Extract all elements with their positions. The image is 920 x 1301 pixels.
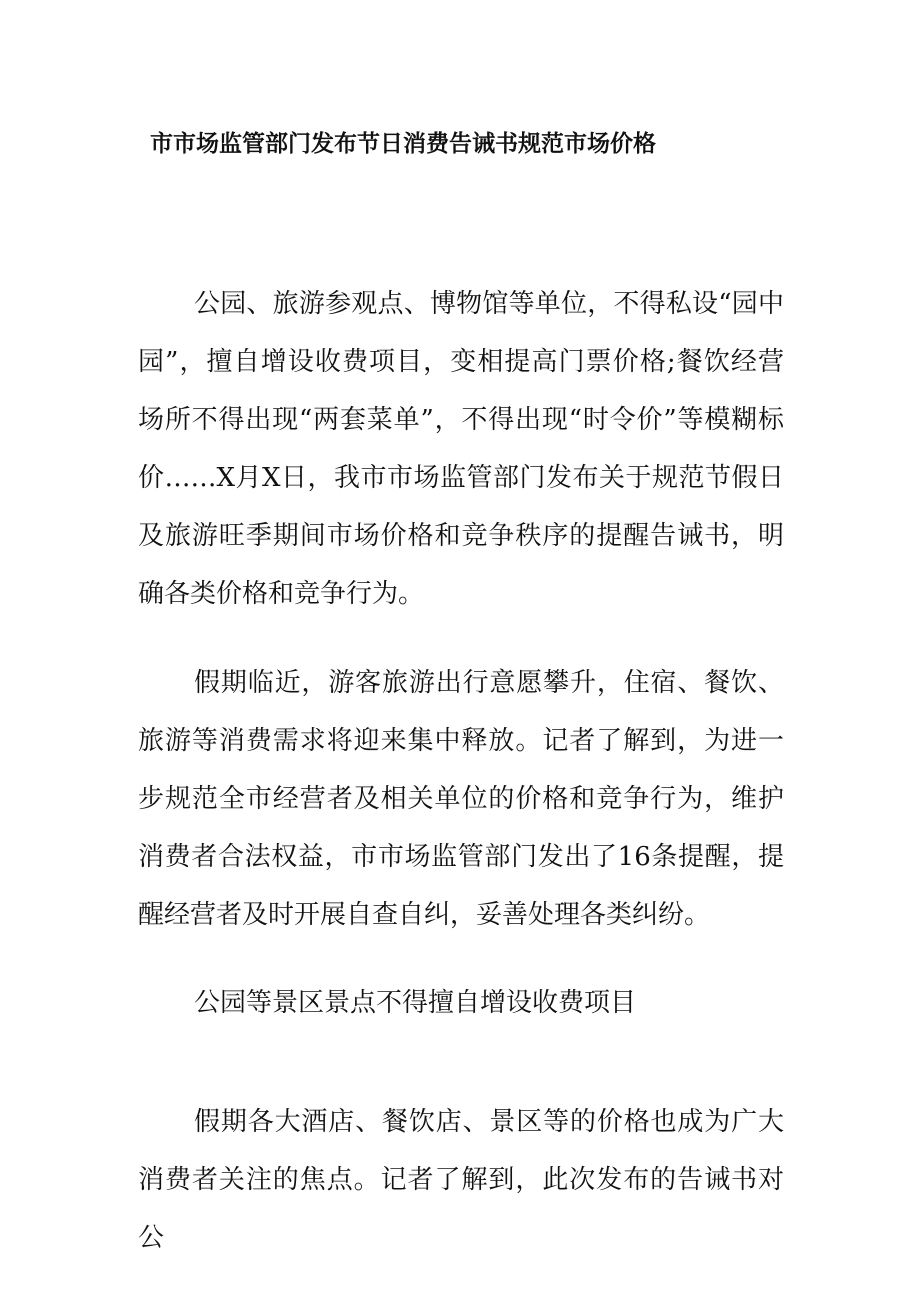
paragraph-intro: 公园、旅游参观点、博物馆等单位，不得私设“园中园”，擅自增设收费项目，变相提高门票价格;餐饮经营场所不得出现“两套菜单”，不得出现“时令价”等模糊标价……X月X日，我市市场监管部门发布关于规范节假日及旅游旺季期间市场价格和竞争秩序的提醒告诫书，明确各类价格和竞争行为。 bbox=[138, 289, 784, 609]
paragraph-background: 假期临近，游客旅游出行意愿攀升，住宿、餐饮、旅游等消费需求将迎来集中释放。记者了解到，为进一步规范全市经营者及相关单位的价格和竞争行为，维护消费者合法权益，市市场监管部门发出了16条提醒，提醒经营者及时开展自查自纠，妥善处理各类纠纷。 bbox=[138, 668, 784, 930]
paragraph-section-body: 假期各大酒店、餐饮店、景区等的价格也成为广大消费者关注的焦点。记者了解到，此次发布的告诫书对公 bbox=[138, 1107, 784, 1253]
section-heading: 公园等景区景点不得擅自增设收费项目 bbox=[194, 988, 637, 1018]
document-title: 市市场监管部门发布节日消费告诫书规范市场价格 bbox=[150, 131, 656, 157]
